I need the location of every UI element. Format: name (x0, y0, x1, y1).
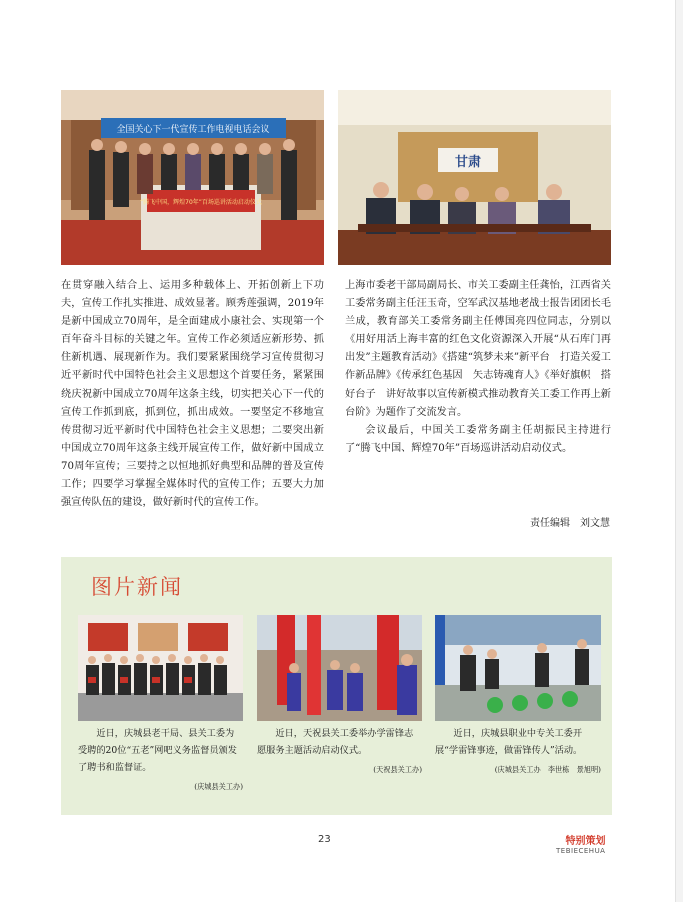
news-caption-2 (257, 725, 422, 778)
news-caption-3-text: 近日，庆城县职业中专关工委开展“学雷锋事迹，做雷锋传人”活动。 (435, 728, 583, 756)
banner-text: 全国关心下一代宣传工作电视电话会议 (116, 125, 270, 135)
board-text: “腾飞中国，辉煌70年”百场巡讲活动启动仪式 (140, 199, 262, 206)
article-left-text: 在贯穿融入结合上、运用多种载体上、开拓创新上下功夫，宣传工作扎实推进、成效显著。顾秀莲强调，2019年是新中国成立70周年，是全面建成小康社会、实现第一个百年奋斗目标的关键之年。宣传工作必须适应新形势、抓住新机遇、展现新作为。我们要紧紧围绕学习宣传贯彻习近平新时代中国特色社会主义思想这个首要任务，紧紧围绕庆祝新中国成立70周年这条主线，切实把关心下一代的宣传工作抓到底，抓到位，抓出成效。一要坚定不移地宣传贯彻习近平新时代中国特色社会主义思想；二要突出新中国成立70周年这条主线开展宣传工作，做好新中国成立70周年宣传；三要持之以恒地抓好典型和品牌的普及宣传工作；四要学习掌握全媒体时代的宣传工作；五要大力加强宣传队伍的建设，做好新时代的宣传工作。 (61, 280, 324, 509)
article-right-paragraph-2: 会议最后，中国关工委常务副主任胡振民主持进行了“腾飞中国、辉煌70年”百场巡讲活动启动仪式。 (345, 424, 611, 454)
picture-news-title: 图片新闻 (91, 575, 183, 599)
news-caption-1-text: 近日，庆城县老干局、县关工委为受聘的20位“五老”网吧义务监督员颁发了聘书和监督证。 (78, 728, 237, 773)
article-right-column (345, 277, 611, 458)
page-edge (675, 0, 683, 902)
news-caption-1-source: (庆城县关工办) (194, 782, 243, 791)
page-number: 23 (318, 834, 331, 845)
section-tag-cn: 特别策划 (565, 836, 606, 847)
article-left-column (61, 277, 324, 512)
gansu-sign: 甘肃 (454, 155, 482, 170)
section-tag-en: TEBIECEHUA (556, 847, 606, 855)
photo-gansu-meeting (338, 90, 611, 265)
news-caption-3-source: (庆城县关工办 李世栋 景旭明) (494, 765, 601, 774)
news-caption-2-source: (天祝县关工办) (373, 765, 422, 774)
news-photo-3 (435, 615, 601, 721)
editor-credit: 责任编辑 刘文慧 (530, 518, 610, 529)
section-tag (556, 832, 605, 855)
picture-news-section (61, 557, 612, 815)
photo-launch-ceremony (61, 90, 324, 265)
news-photo-2 (257, 615, 422, 721)
news-caption-1 (78, 725, 243, 795)
news-caption-2-text: 近日，天祝县关工委举办学雷锋志愿服务主题活动启动仪式。 (257, 728, 414, 756)
news-photo-1 (78, 615, 243, 721)
article-right-paragraph-1: 上海市委老干部局副局长、市关工委副主任龚怡，江西省关工委常务副主任汪玉奇，空军武汉基地老战士报告团团长毛兰成，教育部关工委常务副主任傅国亮四位同志，分别以《用好用活上海丰富的红色文化资源深入开展“从石库门再出发”主题教育活动》《搭建“筑梦未来”新平台 打造关爱工作新品牌》《传承红色基因 矢志铸魂育人》《举好旗帜 搭好台子 讲好故事以宣传新模式推动教育关工委工作再上新台阶》为题作了交流发言。 (345, 280, 611, 418)
news-caption-3 (435, 725, 601, 778)
